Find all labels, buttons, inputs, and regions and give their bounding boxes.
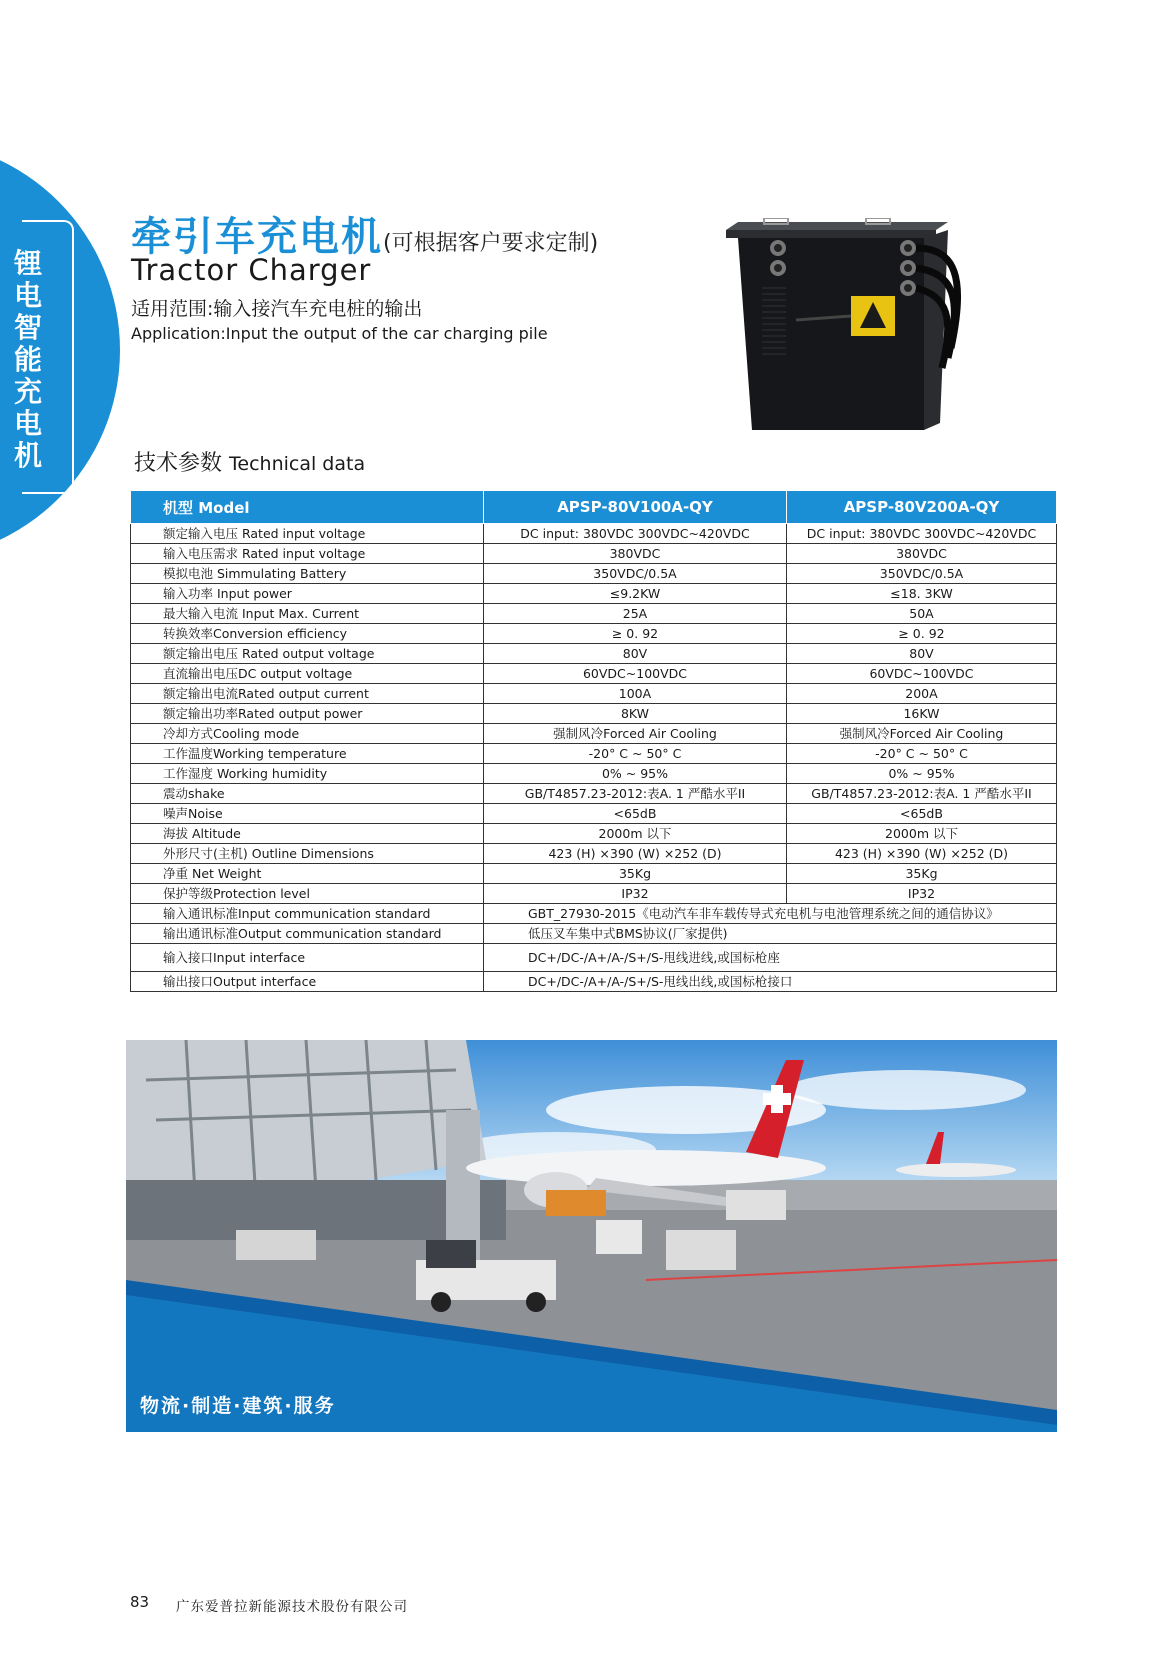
table-row: [131, 764, 1057, 784]
row-value: <65dB: [484, 804, 787, 824]
table-row: [131, 644, 1057, 664]
side-tab-char: 电: [13, 407, 42, 440]
table-row: [131, 544, 1057, 564]
row-label: 噪声Noise: [131, 804, 484, 824]
row-value: DC+/DC-/A+/A-/S+/S-甩线进线,或国标枪座: [484, 944, 1057, 972]
table-row: [131, 864, 1057, 884]
row-value: GBT_27930-2015《电动汽车非车载传导式充电机与电池管理系统之间的通信协议》: [484, 904, 1057, 924]
row-value: 200A: [787, 684, 1057, 704]
row-label: 输入电压需求 Rated input voltage: [131, 544, 484, 564]
row-label: 输入通讯标准Input communication standard: [131, 904, 484, 924]
row-value: <65dB: [787, 804, 1057, 824]
section-title-cn: 技术参数: [134, 451, 223, 476]
row-label: 直流输出电压DC output voltage: [131, 664, 484, 684]
row-label: 震动shake: [131, 784, 484, 804]
row-label: 工作湿度 Working humidity: [131, 764, 484, 784]
side-tab-char: 锂: [13, 247, 42, 280]
airport-photo: [126, 1040, 1057, 1432]
table-row: [131, 904, 1057, 924]
side-tab-char: 充: [13, 375, 42, 408]
table-row: [131, 884, 1057, 904]
row-value: IP32: [484, 884, 787, 904]
row-value: ≥ 0. 92: [787, 624, 1057, 644]
row-label: 输出通讯标准Output communication standard: [131, 924, 484, 944]
table-row: [131, 724, 1057, 744]
row-label: 额定输出电压 Rated output voltage: [131, 644, 484, 664]
row-value: 35Kg: [787, 864, 1057, 884]
side-tab-char: 机: [13, 439, 42, 472]
section-title: [134, 446, 365, 477]
side-tab-char: 电: [13, 279, 42, 312]
row-value: 60VDC~100VDC: [484, 664, 787, 684]
row-value: 强制风冷Forced Air Cooling: [484, 724, 787, 744]
row-label: 海拔 Altitude: [131, 824, 484, 844]
table-row: [131, 784, 1057, 804]
header-model: 机型 Model: [131, 491, 484, 524]
spec-table: [130, 490, 1057, 992]
row-label: 最大输入电流 Input Max. Current: [131, 604, 484, 624]
title-cn-main: 牵引车充电机: [131, 214, 383, 260]
row-label: 模拟电池 Simmulating Battery: [131, 564, 484, 584]
row-value: 8KW: [484, 704, 787, 724]
row-value: -20° C ~ 50° C: [484, 744, 787, 764]
row-value: DC input: 380VDC 300VDC~420VDC: [484, 524, 787, 544]
row-value: 60VDC~100VDC: [787, 664, 1057, 684]
photo-caption: 物流·制造·建筑·服务: [140, 1395, 336, 1417]
application-en: Application:Input the output of the car charging pile: [131, 324, 548, 343]
row-value: 80V: [787, 644, 1057, 664]
row-value: ≤18. 3KW: [787, 584, 1057, 604]
side-tab-char: 智: [13, 311, 42, 344]
table-row: [131, 604, 1057, 624]
table-row: [131, 664, 1057, 684]
row-label: 转换效率Conversion efficiency: [131, 624, 484, 644]
row-value: DC+/DC-/A+/A-/S+/S-甩线出线,或国标枪接口: [484, 972, 1057, 992]
row-label: 保护等级Protection level: [131, 884, 484, 904]
row-value: 0% ~ 95%: [787, 764, 1057, 784]
table-row: [131, 744, 1057, 764]
company-name: 广东爱普拉新能源技术股份有限公司: [176, 1599, 408, 1615]
table-row: [131, 844, 1057, 864]
row-value: 80V: [484, 644, 787, 664]
row-value: 380VDC: [787, 544, 1057, 564]
row-value: 16KW: [787, 704, 1057, 724]
row-label: 冷却方式Cooling mode: [131, 724, 484, 744]
row-label: 净重 Net Weight: [131, 864, 484, 884]
page-number: 83: [130, 1593, 150, 1611]
table-row: [131, 804, 1057, 824]
side-tab-text: [8, 248, 48, 472]
airport-scene: [126, 1040, 1057, 1432]
row-value: 50A: [787, 604, 1057, 624]
row-value: 25A: [484, 604, 787, 624]
row-value: 2000m 以下: [484, 824, 787, 844]
row-label: 外形尺寸(主机) Outline Dimensions: [131, 844, 484, 864]
row-label: 工作温度Working temperature: [131, 744, 484, 764]
table-row: [131, 924, 1057, 944]
row-value: -20° C ~ 50° C: [787, 744, 1057, 764]
header-model-2: APSP-80V200A-QY: [787, 491, 1057, 524]
table-row: [131, 704, 1057, 724]
row-label: 额定输出电流Rated output current: [131, 684, 484, 704]
row-value: 350VDC/0.5A: [484, 564, 787, 584]
row-label: 输入接口Input interface: [131, 944, 484, 972]
row-value: DC input: 380VDC 300VDC~420VDC: [787, 524, 1057, 544]
section-title-en: Technical data: [229, 453, 366, 475]
product-title-en: Tractor Charger: [131, 253, 372, 287]
table-row: [131, 944, 1057, 972]
side-tab-char: 能: [13, 343, 42, 376]
row-value: 350VDC/0.5A: [787, 564, 1057, 584]
table-row: [131, 584, 1057, 604]
row-label: 额定输出功率Rated output power: [131, 704, 484, 724]
header-model-1: APSP-80V100A-QY: [484, 491, 787, 524]
row-value: 423 (H) ×390 (W) ×252 (D): [787, 844, 1057, 864]
row-value: GB/T4857.23-2012:表A. 1 严酷水平II: [484, 784, 787, 804]
row-value: 423 (H) ×390 (W) ×252 (D): [484, 844, 787, 864]
product-image: [726, 218, 966, 433]
row-label: 输出接口Output interface: [131, 972, 484, 992]
row-value: 低压叉车集中式BMS协议(厂家提供): [484, 924, 1057, 944]
title-cn-note: (可根据客户要求定制): [383, 231, 599, 256]
row-value: 100A: [484, 684, 787, 704]
row-label: 额定输入电压 Rated input voltage: [131, 524, 484, 544]
row-value: ≤9.2KW: [484, 584, 787, 604]
row-value: ≥ 0. 92: [484, 624, 787, 644]
table-row: [131, 524, 1057, 544]
table-header-row: [131, 491, 1057, 524]
application-cn: 适用范围:输入接汽车充电桩的输出: [131, 298, 423, 320]
row-value: GB/T4857.23-2012:表A. 1 严酷水平II: [787, 784, 1057, 804]
table-row: [131, 564, 1057, 584]
table-row: [131, 824, 1057, 844]
row-label: 输入功率 Input power: [131, 584, 484, 604]
row-value: IP32: [787, 884, 1057, 904]
row-value: 380VDC: [484, 544, 787, 564]
table-row: [131, 684, 1057, 704]
table-row: [131, 624, 1057, 644]
table-row: [131, 972, 1057, 992]
row-value: 35Kg: [484, 864, 787, 884]
row-value: 0% ~ 95%: [484, 764, 787, 784]
row-value: 强制风冷Forced Air Cooling: [787, 724, 1057, 744]
row-value: 2000m 以下: [787, 824, 1057, 844]
